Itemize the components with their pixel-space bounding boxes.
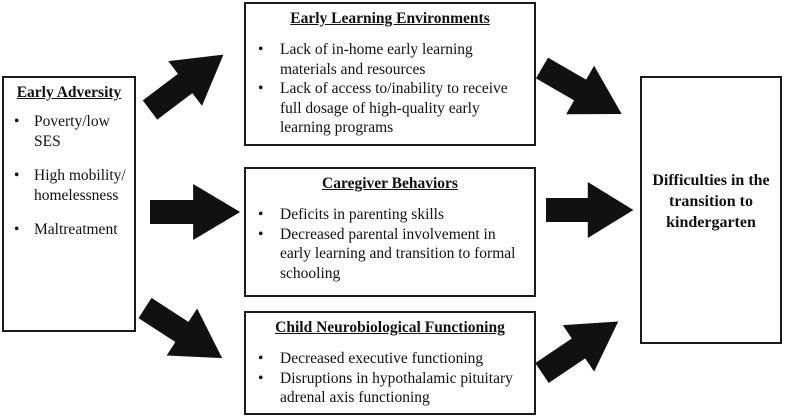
caregiver-behaviors-list	[246, 205, 534, 283]
list-item: • Decreased parental involvement in early learning and transition to formal schooling	[246, 225, 534, 284]
caregiver-behaviors-title: Caregiver Behaviors	[322, 175, 458, 192]
list-item: • High mobility/ homelessness	[4, 166, 134, 205]
early-learning-environments-list	[246, 40, 534, 138]
arrow-neuro-to-outcome	[526, 298, 634, 396]
list-item: • Lack of in-home early learning materials and resources	[246, 40, 534, 79]
outcome-box	[640, 76, 782, 344]
early-adversity-title: Early Adversity	[16, 84, 122, 101]
outcome-text: Difficulties in the transition to kindergarten	[652, 171, 770, 231]
early-learning-environments-box	[244, 2, 536, 146]
arrow-learning-to-outcome	[528, 44, 636, 138]
early-adversity-list	[4, 112, 134, 240]
arrow-caregiver-to-outcome	[546, 182, 633, 238]
arrow-adversity-to-neuro	[130, 285, 238, 382]
arrow-adversity-to-learning	[133, 32, 240, 132]
child-neurobiological-functioning-list	[246, 349, 534, 408]
early-adversity-box	[2, 76, 136, 332]
list-item: • Deficits in parenting skills	[246, 205, 534, 225]
list-item: • Poverty/low SES	[4, 112, 134, 151]
early-learning-environments-title: Early Learning Environments	[290, 10, 490, 27]
list-item: • Decreased executive functioning	[246, 349, 534, 369]
arrow-adversity-to-caregiver	[150, 184, 240, 240]
child-neurobiological-functioning-box	[244, 311, 536, 415]
caregiver-behaviors-box	[244, 167, 536, 297]
list-item: • Disruptions in hypothalamic pituitary adrenal axis functioning	[246, 369, 534, 408]
child-neurobiological-functioning-title: Child Neurobiological Functioning	[275, 319, 505, 336]
list-item: • Maltreatment	[4, 220, 134, 240]
list-item: • Lack of access to/inability to receive full dosage of high-quality early learning programs	[246, 79, 534, 138]
